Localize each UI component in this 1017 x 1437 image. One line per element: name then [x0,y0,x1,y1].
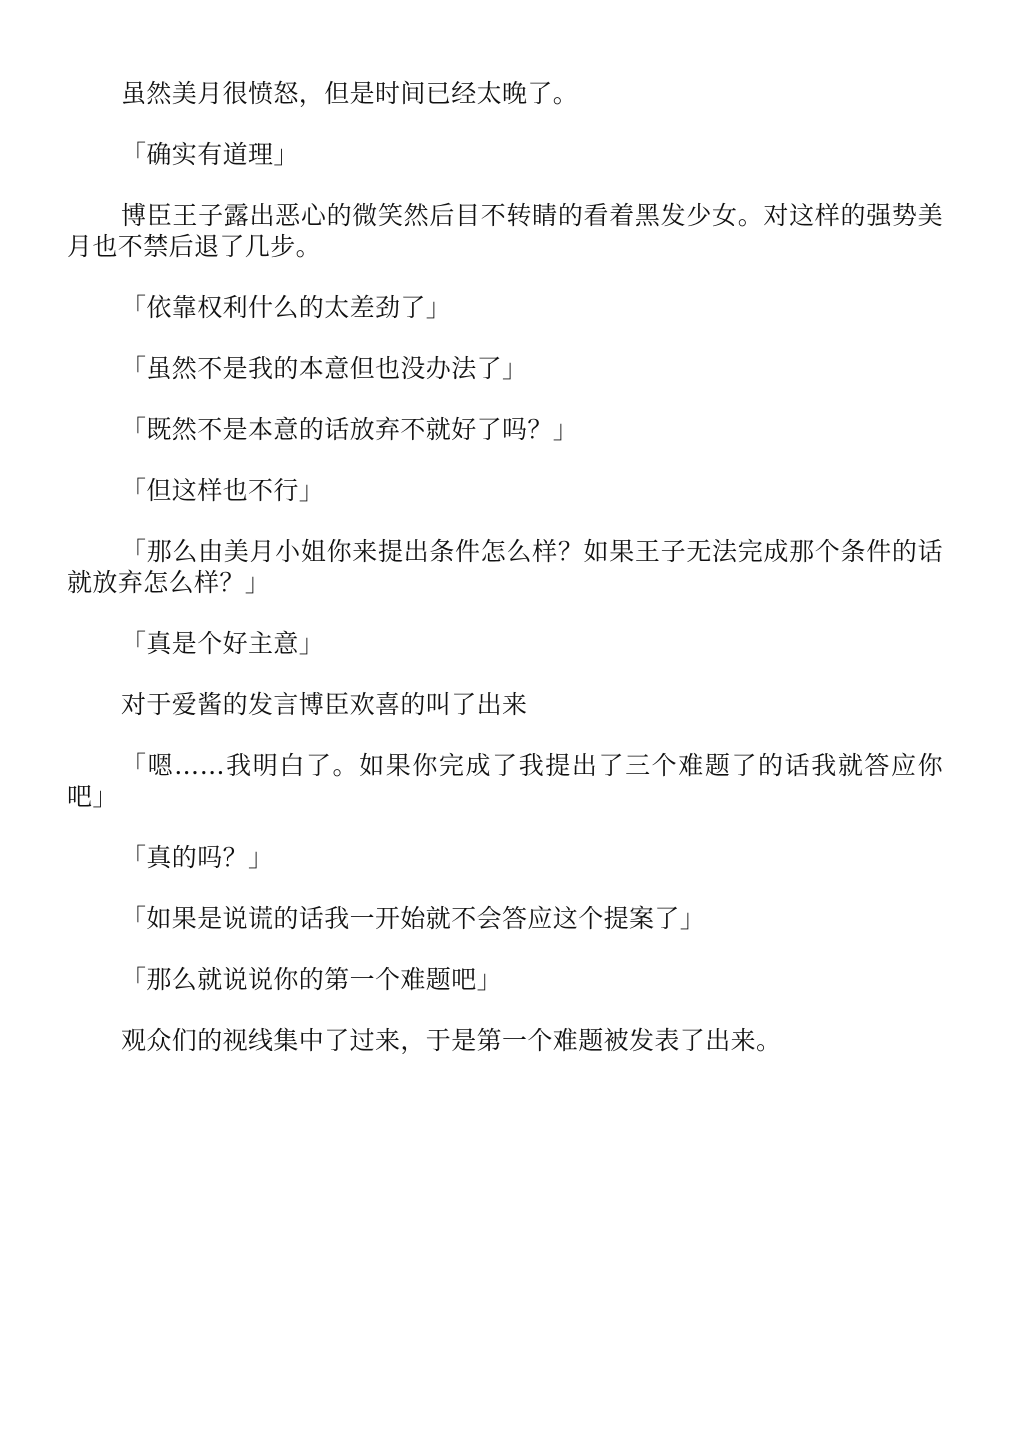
paragraph: 「如果是说谎的话我一开始就不会答应这个提案了」 [121,904,706,933]
story-text [67,78,943,1086]
paragraph: 「那么由美月小姐你来提出条件怎么样？如果王子无法完成那个条件的话就放弃怎么样？」 [67,537,943,597]
paragraph: 「嗯……我明白了。如果你完成了我提出了三个难题了的话我就答应你吧」 [67,751,943,811]
paragraph: 「既然不是本意的话放弃不就好了吗？」 [121,415,579,444]
paragraph: 虽然美月很愤怒，但是时间已经太晚了。 [121,79,579,108]
paragraph: 「虽然不是我的本意但也没办法了」 [121,354,528,383]
paragraph: 对于爱酱的发言博臣欢喜的叫了出来 [121,690,528,719]
paragraph: 「那么就说说你的第一个难题吧」 [121,965,503,994]
paragraph: 「确实有道理」 [121,140,299,169]
paragraph: 「但这样也不行」 [121,476,325,505]
paragraph: 「真的吗？」 [121,843,274,872]
paragraph: 「依靠权利什么的太差劲了」 [121,293,452,322]
paragraph: 博臣王子露出恶心的微笑然后目不转睛的看着黑发少女。对这样的强势美月也不禁后退了几步。 [67,201,943,261]
paragraph: 「真是个好主意」 [121,629,325,658]
paragraph: 观众们的视线集中了过来，于是第一个难题被发表了出来。 [121,1026,782,1055]
